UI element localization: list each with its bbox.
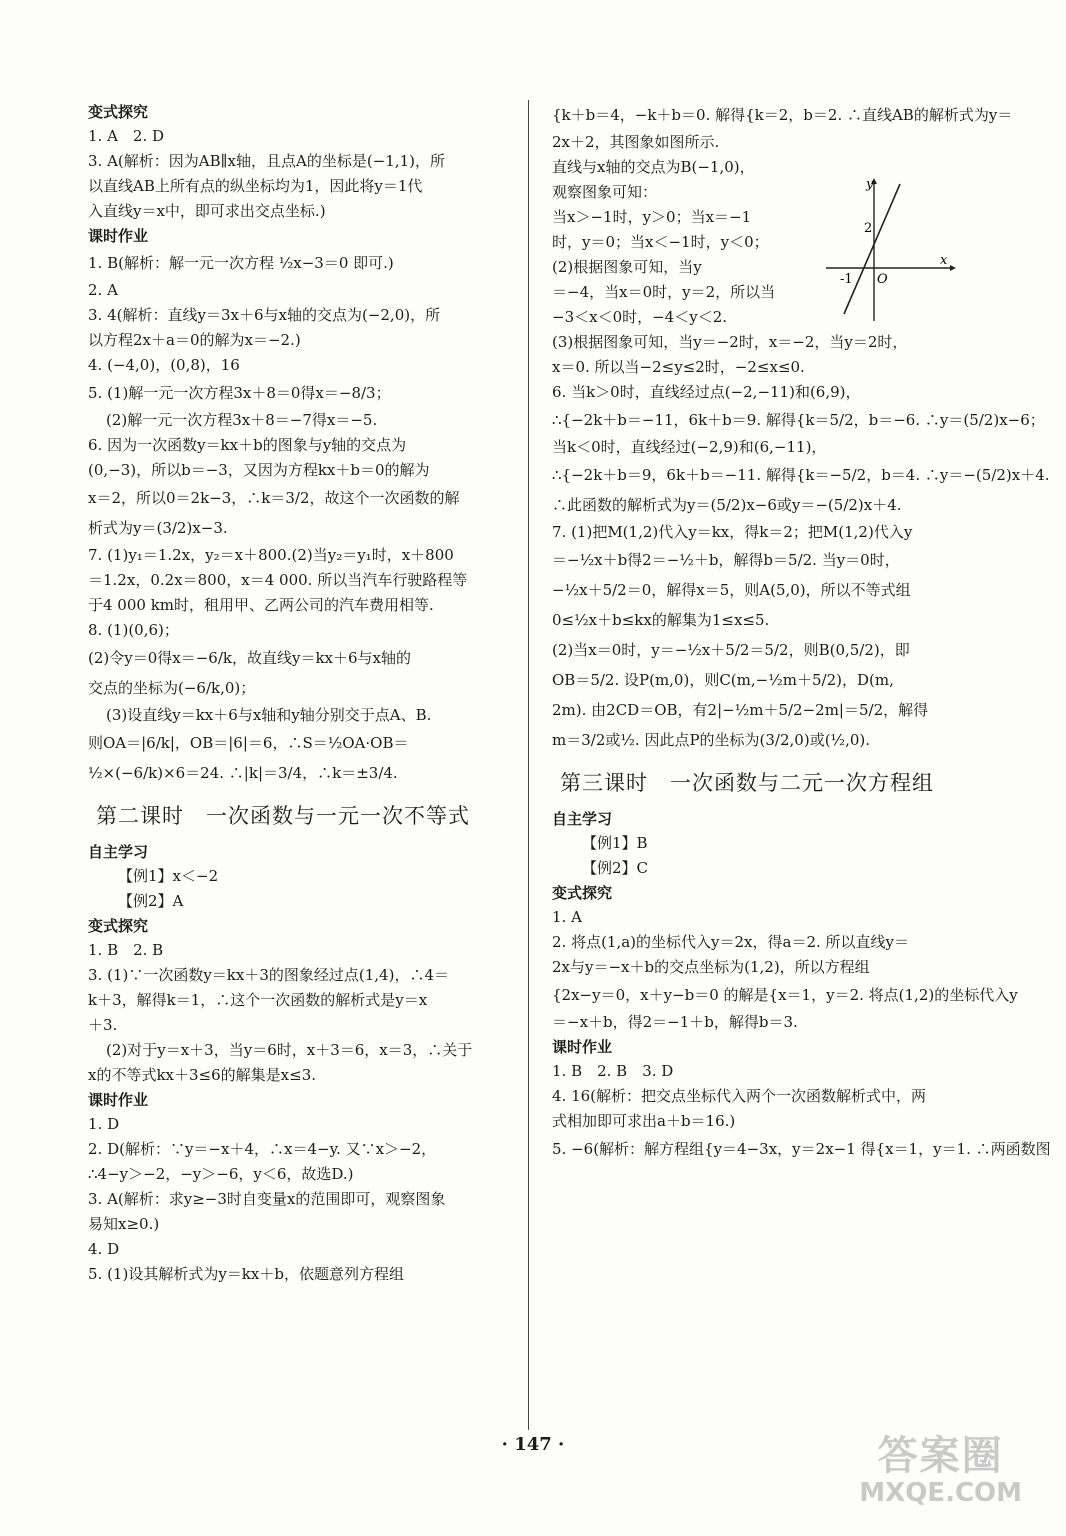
text-line: 1. B 2. B 3. D <box>552 1062 674 1080</box>
watermark-logo <box>859 1434 1022 1508</box>
text-line: 6. 因为一次函数y＝kx＋b的图象与y轴的交点为 <box>88 436 407 454</box>
text-line: 时，y＝0；当x＜−1时，y＜0； <box>552 233 769 251</box>
formula-line: ∴此函数的解析式为y＝(5/2)x−6或y＝−(5/2)x＋4. <box>552 496 902 514</box>
text-line: 8. (1)(0,6)； <box>88 621 179 639</box>
origin-label: O <box>877 272 888 287</box>
text-line: (3)设直线y＝kx＋6与x轴和y轴分别交于点A、B. <box>106 706 432 724</box>
text-line: ＝−4，当x＝0时，y＝2，所以当 <box>552 283 776 301</box>
text-line: 5. (1)设其解析式为y＝kx＋b，依题意列方程组 <box>88 1265 404 1283</box>
text-line: 7. (1)把M(1,2)代入y＝kx，得k＝2；把M(1,2)代入y <box>552 523 913 541</box>
formula-line: 交点的坐标为(−6/k,0)； <box>88 679 256 697</box>
section-heading: 课时作业 <box>88 227 149 245</box>
text-line: 当k＜0时，直线经过(−2,9)和(6,−11)， <box>552 438 827 456</box>
formula-line: ＝−½x＋b得2＝−½＋b，解得b＝5/2. 当y＝0时， <box>552 551 900 569</box>
text-line: (2)对于y＝x＋3，当y＝6时，x＋3＝6，x＝3，∴关于 <box>106 1041 473 1059</box>
x-axis-label: x <box>940 253 948 268</box>
page-number: · 147 · <box>501 1434 565 1455</box>
section-heading: 自主学习 <box>88 843 149 861</box>
column-divider <box>528 100 529 1430</box>
text-line: 2. D(解析：∵y＝−x＋4，∴x＝4−y. 又∵x＞−2， <box>88 1140 437 1158</box>
text-line: k＋3，解得k＝1，∴这个一次函数的解析式是y＝x <box>88 991 428 1009</box>
watermark-text: 答案圈 <box>877 1433 1004 1479</box>
text-line: 直线与x轴的交点为B(−1,0)， <box>552 158 755 176</box>
text-line: 4. 16(解析：把交点坐标代入两个一次函数解析式中，两 <box>552 1087 927 1105</box>
linear-function-graph <box>826 176 956 326</box>
text-line: (0,−3)，所以b＝−3，又因为方程kx＋b＝0的解为 <box>88 461 430 479</box>
formula-line: 0≤½x＋b≤kx的解集为1≤x≤5. <box>552 611 770 629</box>
text-line: 于4 000 km时，租用甲、乙两公司的汽车费用相等. <box>88 596 434 614</box>
formula-line: ∴{−2k＋b＝−11，6k＋b＝9. 解得{k＝5/2，b＝−6. ∴y＝(5/2)x−6； <box>552 411 1045 429</box>
formula-line: 则OA＝|6/k|，OB＝|6|＝6，∴S＝½OA·OB＝ <box>88 734 409 752</box>
formula-line: m＝3/2或½. 因此点P的坐标为(3/2,0)或(½,0). <box>552 731 871 749</box>
section-heading: 变式探究 <box>88 103 149 121</box>
text-line: 3. A(解析：求y≥−3时自变量x的范围即可，观察图象 <box>88 1190 446 1208</box>
text-line: 1. B 2. B <box>88 941 164 959</box>
text-line: 7. (1)y₁＝1.2x，y₂＝x＋800.(2)当y₂＝y₁时，x＋800 <box>88 546 454 564</box>
text-line: 易知x≥0.) <box>88 1215 160 1233</box>
text-line: 3. 4(解析：直线y＝3x＋6与x轴的交点为(−2,0)，所 <box>88 306 441 324</box>
text-line: 3. (1)∵一次函数y＝kx＋3的图象经过点(1,4)，∴4＝ <box>88 966 449 984</box>
left-column <box>88 100 506 1287</box>
text-line: 2. A <box>88 281 118 299</box>
text-line: 式相加即可求出a＋b＝16.) <box>552 1112 736 1130</box>
text-line: 当x＞−1时，y＞0；当x＝−1 <box>552 208 752 226</box>
formula-line: (2)当x＝0时，y＝−½x＋5/2＝5/2，则B(0,5/2)，即 <box>552 641 910 659</box>
text-line: x＝0. 所以当−2≤y≤2时，−2≤x≤0. <box>552 358 805 376</box>
text-line: x的不等式kx＋3≤6的解集是x≤3. <box>88 1066 317 1084</box>
example-answer: 【例2】C <box>582 859 649 877</box>
text-line: 2x与y＝−x＋b的交点坐标为(1,2)，所以方程组 <box>552 958 870 976</box>
text-line: 4. (−4,0)，(0,8)，16 <box>88 356 240 374</box>
text-line: 观察图象可知： <box>552 183 658 201</box>
text-line: 6. 当k＞0时，直线经过点(−2,−11)和(6,9)， <box>552 383 861 401</box>
section-heading: 课时作业 <box>88 1091 149 1109</box>
formula-line: 5. −6(解析：解方程组{y＝4−3x，y＝2x−1 得{x＝1，y＝1. ∴两函数图 <box>552 1140 1051 1158</box>
example-answer: 【例1】B <box>582 834 648 852</box>
formula-line: ∴{−2k＋b＝9，6k＋b＝−11. 解得{k＝−5/2，b＝4. ∴y＝−(5/2)x＋4. <box>552 466 1050 484</box>
example-answer: 【例1】x＜−2 <box>118 867 219 885</box>
x-intercept-label: -1 <box>840 272 853 287</box>
text-line: 以直线AB上所有点的纵坐标均为1，因此将y＝1代 <box>88 177 423 195</box>
text-line: 以方程2x＋a＝0的解为x＝−2.) <box>88 331 301 349</box>
formula-line: 析式为y＝(3/2)x−3. <box>88 519 228 537</box>
text-line: 3. A(解析：因为AB∥x轴，且点A的坐标是(−1,1)，所 <box>88 152 445 170</box>
text-line: 1. A 2. D <box>88 127 165 145</box>
text-line: −3＜x＜0时，−4＜y＜2. <box>552 308 728 326</box>
text-line: (2)解一元一次方程3x＋8＝−7得x＝−5. <box>106 411 378 429</box>
formula-line: {k＋b＝4，−k＋b＝0. 解得{k＝2，b＝2. ∴直线AB的解析式为y＝ <box>552 106 1013 124</box>
text-line: ∴4−y＞−2，−y＞−6，y＜6，故选D.) <box>88 1165 354 1183</box>
formula-line: −½x＋5/2＝0，解得x＝5，则A(5,0)，所以不等式组 <box>552 581 911 599</box>
section-heading: 变式探究 <box>552 884 613 902</box>
formula-line: OB＝5/2. 设P(m,0)，则C(m,−½m＋5/2)，D(m, <box>552 671 894 689</box>
text-line: 2. 将点(1,a)的坐标代入y＝2x，得a＝2. 所以直线y＝ <box>552 933 910 951</box>
section-heading: 自主学习 <box>552 810 613 828</box>
lesson-title: 第二课时 一次函数与一元一次不等式 <box>96 804 470 828</box>
formula-line: (2)令y＝0得x＝−6/k，故直线y＝kx＋6与x轴的 <box>88 649 412 667</box>
formula-line: 1. B(解析：解一元一次方程 ½x−3＝0 即可.) <box>88 254 394 272</box>
text-line: 4. D <box>88 1240 120 1258</box>
y-axis-label: y <box>866 177 874 192</box>
text-line: (3)根据图象可知，当y＝−2时，x＝−2，当y＝2时， <box>552 333 908 351</box>
formula-line: ½×(−6/k)×6＝24. ∴|k|＝3/4，∴k＝±3/4. <box>88 764 398 782</box>
text-line: (2)根据图象可知，当y <box>552 258 702 276</box>
text-line: ＋3. <box>88 1016 118 1034</box>
text-line: 1. D <box>88 1115 120 1133</box>
section-heading: 课时作业 <box>552 1038 613 1056</box>
y-intercept-label: 2 <box>864 221 873 236</box>
text-line: ＝1.2x，0.2x＝800，x＝4 000. 所以当汽车行驶路程等 <box>88 571 468 589</box>
function-line <box>844 184 900 314</box>
text-line: ＝−x＋b，得2＝−1＋b，解得b＝3. <box>552 1013 798 1031</box>
formula-line: 2m). 由2CD＝OB，有2|−½m＋5/2−2m|＝5/2，解得 <box>552 701 929 719</box>
text-line: 入直线y＝x中，即可求出交点坐标.) <box>88 202 326 220</box>
formula-line: {2x−y＝0，x＋y−b＝0 的解是{x＝1，y＝2. 将点(1,2)的坐标代入y <box>552 986 1018 1004</box>
text-line: 2x＋2，其图象如图所示. <box>552 133 720 151</box>
formula-line: 5. (1)解一元一次方程3x＋8＝0得x＝−8/3； <box>88 384 391 402</box>
x-axis-arrow-icon <box>950 265 956 271</box>
watermark-url: MXQE.COM <box>859 1478 1022 1508</box>
example-answer: 【例2】A <box>118 892 184 910</box>
formula-line: x＝2，所以0＝2k−3，∴k＝3/2，故这个一次函数的解 <box>88 489 460 507</box>
text-line: 1. A <box>552 908 582 926</box>
section-heading: 变式探究 <box>88 917 149 935</box>
lesson-title: 第三课时 一次函数与二元一次方程组 <box>560 771 934 795</box>
